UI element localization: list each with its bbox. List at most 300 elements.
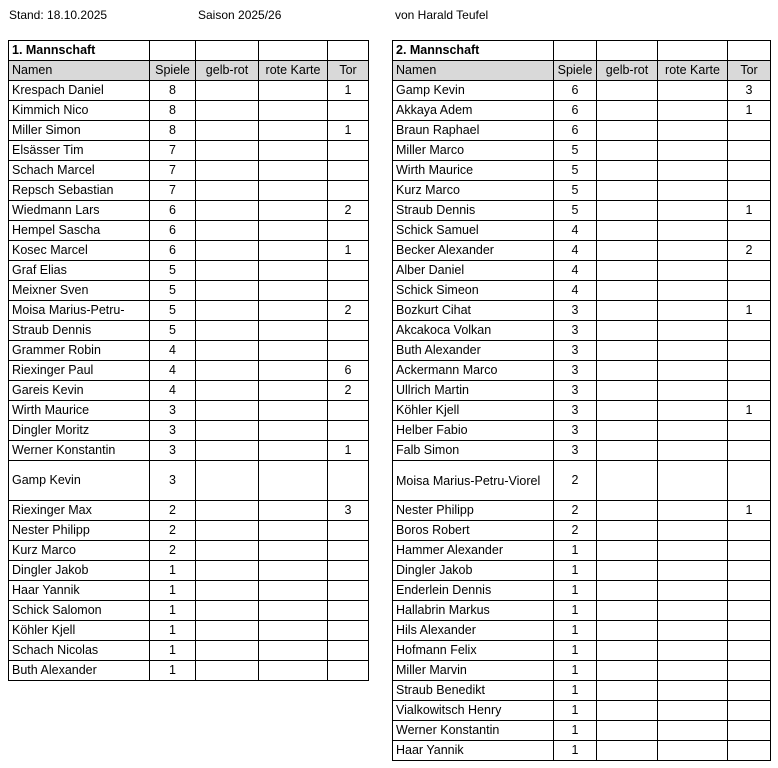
player-row bbox=[393, 541, 771, 561]
player-name: Schick Samuel bbox=[393, 221, 554, 241]
player-row bbox=[393, 341, 771, 361]
player-name: Nester Philipp bbox=[393, 501, 554, 521]
games-count: 3 bbox=[150, 461, 196, 501]
red-card-count bbox=[259, 281, 328, 301]
games-count: 3 bbox=[554, 341, 597, 361]
player-row bbox=[9, 561, 369, 581]
goals-count bbox=[728, 521, 771, 541]
player-row bbox=[9, 161, 369, 181]
games-count: 1 bbox=[554, 721, 597, 741]
goals-count bbox=[328, 161, 369, 181]
player-name: Werner Konstantin bbox=[393, 721, 554, 741]
games-count: 3 bbox=[554, 421, 597, 441]
games-count: 2 bbox=[554, 521, 597, 541]
player-row bbox=[9, 441, 369, 461]
games-count: 1 bbox=[150, 641, 196, 661]
games-count: 1 bbox=[554, 541, 597, 561]
red-card-count bbox=[658, 601, 728, 621]
goals-count bbox=[728, 261, 771, 281]
goals-count: 1 bbox=[728, 101, 771, 121]
red-card-count bbox=[259, 661, 328, 681]
red-card-count bbox=[259, 461, 328, 501]
red-card-count bbox=[658, 701, 728, 721]
red-card-count bbox=[259, 201, 328, 221]
yellow-red-count bbox=[597, 541, 658, 561]
goals-count bbox=[728, 161, 771, 181]
red-card-count bbox=[658, 201, 728, 221]
player-name: Dingler Jakob bbox=[393, 561, 554, 581]
yellow-red-count bbox=[597, 441, 658, 461]
red-card-count bbox=[658, 621, 728, 641]
games-count: 1 bbox=[554, 621, 597, 641]
player-row bbox=[393, 161, 771, 181]
goals-count bbox=[328, 601, 369, 621]
games-count: 4 bbox=[554, 241, 597, 261]
player-row bbox=[9, 261, 369, 281]
games-count: 8 bbox=[150, 81, 196, 101]
yellow-red-count bbox=[196, 341, 259, 361]
player-row bbox=[393, 421, 771, 441]
player-name: Straub Dennis bbox=[9, 321, 150, 341]
games-count: 4 bbox=[554, 281, 597, 301]
games-count: 8 bbox=[150, 101, 196, 121]
goals-count bbox=[728, 641, 771, 661]
season-label: Saison 2025/26 bbox=[198, 8, 282, 22]
red-card-count bbox=[259, 301, 328, 321]
player-name: Hammer Alexander bbox=[393, 541, 554, 561]
player-row bbox=[9, 321, 369, 341]
yellow-red-count bbox=[597, 401, 658, 421]
player-name: Kosec Marcel bbox=[9, 241, 150, 261]
player-row bbox=[393, 661, 771, 681]
red-card-count bbox=[658, 441, 728, 461]
player-name: Schach Nicolas bbox=[9, 641, 150, 661]
header-rote-karte: rote Karte bbox=[259, 61, 328, 81]
games-count: 7 bbox=[150, 141, 196, 161]
player-name: Elsässer Tim bbox=[9, 141, 150, 161]
goals-count bbox=[728, 121, 771, 141]
player-row bbox=[393, 381, 771, 401]
goals-count bbox=[728, 601, 771, 621]
games-count: 5 bbox=[554, 181, 597, 201]
player-name: Haar Yannik bbox=[9, 581, 150, 601]
yellow-red-count bbox=[597, 121, 658, 141]
goals-count bbox=[728, 221, 771, 241]
yellow-red-count bbox=[597, 461, 658, 501]
player-name: Hempel Sascha bbox=[9, 221, 150, 241]
player-name: Helber Fabio bbox=[393, 421, 554, 441]
goals-count bbox=[328, 261, 369, 281]
yellow-red-count bbox=[597, 281, 658, 301]
player-row bbox=[393, 201, 771, 221]
header-namen: Namen bbox=[393, 61, 554, 81]
player-row bbox=[9, 521, 369, 541]
red-card-count bbox=[658, 301, 728, 321]
yellow-red-count bbox=[196, 281, 259, 301]
games-count: 6 bbox=[554, 121, 597, 141]
yellow-red-count bbox=[597, 581, 658, 601]
goals-count bbox=[728, 701, 771, 721]
goals-count bbox=[328, 221, 369, 241]
games-count: 3 bbox=[554, 441, 597, 461]
goals-count bbox=[728, 381, 771, 401]
games-count: 1 bbox=[554, 641, 597, 661]
goals-count bbox=[728, 661, 771, 681]
yellow-red-count bbox=[196, 441, 259, 461]
red-card-count bbox=[658, 741, 728, 761]
goals-count bbox=[328, 621, 369, 641]
red-card-count bbox=[658, 561, 728, 581]
header-spiele: Spiele bbox=[150, 61, 196, 81]
player-name: Ackermann Marco bbox=[393, 361, 554, 381]
games-count: 3 bbox=[150, 441, 196, 461]
player-row bbox=[393, 501, 771, 521]
player-name: Wirth Maurice bbox=[9, 401, 150, 421]
red-card-count bbox=[658, 541, 728, 561]
yellow-red-count bbox=[196, 261, 259, 281]
goals-count bbox=[328, 561, 369, 581]
header-spiele: Spiele bbox=[554, 61, 597, 81]
yellow-red-count bbox=[196, 661, 259, 681]
games-count: 3 bbox=[554, 381, 597, 401]
games-count: 4 bbox=[150, 341, 196, 361]
games-count: 1 bbox=[150, 561, 196, 581]
red-card-count bbox=[259, 221, 328, 241]
red-card-count bbox=[259, 261, 328, 281]
player-row bbox=[9, 661, 369, 681]
player-name: Kurz Marco bbox=[393, 181, 554, 201]
games-count: 6 bbox=[150, 221, 196, 241]
yellow-red-count bbox=[196, 121, 259, 141]
red-card-count bbox=[658, 661, 728, 681]
header-tor: Tor bbox=[728, 61, 771, 81]
goals-count bbox=[328, 521, 369, 541]
team-title-row bbox=[9, 41, 369, 61]
player-name: Repsch Sebastian bbox=[9, 181, 150, 201]
goals-count bbox=[728, 361, 771, 381]
games-count: 1 bbox=[150, 661, 196, 681]
player-name: Krespach Daniel bbox=[9, 81, 150, 101]
goals-count: 3 bbox=[328, 501, 369, 521]
red-card-count bbox=[259, 181, 328, 201]
red-card-count bbox=[259, 621, 328, 641]
yellow-red-count bbox=[597, 81, 658, 101]
goals-count bbox=[328, 101, 369, 121]
player-row bbox=[9, 81, 369, 101]
goals-count: 1 bbox=[728, 301, 771, 321]
goals-count bbox=[728, 421, 771, 441]
goals-count bbox=[728, 341, 771, 361]
games-count: 3 bbox=[150, 401, 196, 421]
goals-count bbox=[728, 721, 771, 741]
player-row bbox=[9, 101, 369, 121]
yellow-red-count bbox=[196, 421, 259, 441]
team-title: 1. Mannschaft bbox=[9, 41, 150, 61]
player-name: Moisa Marius-Petru-Viorel bbox=[393, 461, 554, 501]
goals-count bbox=[728, 461, 771, 501]
player-row bbox=[9, 421, 369, 441]
red-card-count bbox=[658, 261, 728, 281]
red-card-count bbox=[658, 181, 728, 201]
player-row bbox=[9, 361, 369, 381]
player-row bbox=[9, 461, 369, 501]
player-row bbox=[9, 541, 369, 561]
red-card-count bbox=[259, 161, 328, 181]
header-rote-karte: rote Karte bbox=[658, 61, 728, 81]
player-name: Hofmann Felix bbox=[393, 641, 554, 661]
red-card-count bbox=[259, 581, 328, 601]
yellow-red-count bbox=[597, 641, 658, 661]
red-card-count bbox=[259, 241, 328, 261]
team-title-row bbox=[393, 41, 771, 61]
red-card-count bbox=[259, 561, 328, 581]
player-name: Schick Salomon bbox=[9, 601, 150, 621]
yellow-red-count bbox=[597, 421, 658, 441]
player-name: Graf Elias bbox=[9, 261, 150, 281]
player-name: Schick Simeon bbox=[393, 281, 554, 301]
goals-count bbox=[328, 181, 369, 201]
red-card-count bbox=[658, 581, 728, 601]
player-row bbox=[393, 741, 771, 761]
player-name: Wiedmann Lars bbox=[9, 201, 150, 221]
player-row bbox=[9, 581, 369, 601]
yellow-red-count bbox=[597, 261, 658, 281]
player-row bbox=[393, 281, 771, 301]
player-row bbox=[393, 261, 771, 281]
goals-count: 1 bbox=[728, 201, 771, 221]
games-count: 3 bbox=[150, 421, 196, 441]
games-count: 3 bbox=[554, 301, 597, 321]
red-card-count bbox=[259, 81, 328, 101]
goals-count bbox=[728, 441, 771, 461]
red-card-count bbox=[259, 121, 328, 141]
yellow-red-count bbox=[196, 321, 259, 341]
player-name: Moisa Marius-Petru- bbox=[9, 301, 150, 321]
goals-count bbox=[728, 181, 771, 201]
red-card-count bbox=[658, 681, 728, 701]
yellow-red-count bbox=[196, 141, 259, 161]
yellow-red-count bbox=[597, 721, 658, 741]
red-card-count bbox=[259, 361, 328, 381]
yellow-red-count bbox=[597, 521, 658, 541]
player-row bbox=[393, 461, 771, 501]
games-count: 4 bbox=[150, 381, 196, 401]
player-row bbox=[393, 601, 771, 621]
games-count: 7 bbox=[150, 161, 196, 181]
games-count: 1 bbox=[554, 741, 597, 761]
red-card-count bbox=[658, 381, 728, 401]
red-card-count bbox=[658, 401, 728, 421]
player-row bbox=[9, 641, 369, 661]
games-count: 7 bbox=[150, 181, 196, 201]
yellow-red-count bbox=[597, 701, 658, 721]
goals-count: 2 bbox=[728, 241, 771, 261]
column-header-row bbox=[9, 61, 369, 81]
games-count: 3 bbox=[554, 401, 597, 421]
player-name: Ullrich Martin bbox=[393, 381, 554, 401]
yellow-red-count bbox=[196, 241, 259, 261]
games-count: 4 bbox=[150, 361, 196, 381]
player-row bbox=[393, 721, 771, 741]
yellow-red-count bbox=[597, 101, 658, 121]
player-name: Becker Alexander bbox=[393, 241, 554, 261]
player-name: Köhler Kjell bbox=[393, 401, 554, 421]
player-row bbox=[9, 141, 369, 161]
games-count: 4 bbox=[554, 261, 597, 281]
yellow-red-count bbox=[196, 401, 259, 421]
goals-count bbox=[328, 461, 369, 501]
red-card-count bbox=[259, 601, 328, 621]
games-count: 1 bbox=[554, 561, 597, 581]
goals-count: 1 bbox=[328, 241, 369, 261]
goals-count: 2 bbox=[328, 381, 369, 401]
yellow-red-count bbox=[196, 101, 259, 121]
goals-count: 1 bbox=[728, 501, 771, 521]
player-name: Gamp Kevin bbox=[393, 81, 554, 101]
games-count: 2 bbox=[150, 501, 196, 521]
goals-count bbox=[728, 581, 771, 601]
player-name: Grammer Robin bbox=[9, 341, 150, 361]
yellow-red-count bbox=[196, 601, 259, 621]
header-namen: Namen bbox=[9, 61, 150, 81]
goals-count bbox=[728, 681, 771, 701]
goals-count: 1 bbox=[728, 401, 771, 421]
player-name: Werner Konstantin bbox=[9, 441, 150, 461]
goals-count bbox=[328, 641, 369, 661]
player-name: Miller Marvin bbox=[393, 661, 554, 681]
red-card-count bbox=[658, 141, 728, 161]
yellow-red-count bbox=[196, 621, 259, 641]
goals-count: 2 bbox=[328, 301, 369, 321]
yellow-red-count bbox=[597, 181, 658, 201]
player-row bbox=[393, 621, 771, 641]
player-row bbox=[393, 521, 771, 541]
player-name: Buth Alexander bbox=[9, 661, 150, 681]
red-card-count bbox=[658, 501, 728, 521]
red-card-count bbox=[259, 421, 328, 441]
player-row bbox=[9, 241, 369, 261]
yellow-red-count bbox=[597, 561, 658, 581]
stand-date: Stand: 18.10.2025 bbox=[9, 8, 108, 22]
red-card-count bbox=[259, 641, 328, 661]
games-count: 6 bbox=[150, 201, 196, 221]
yellow-red-count bbox=[196, 581, 259, 601]
player-name: Dingler Jakob bbox=[9, 561, 150, 581]
header-gelb-rot: gelb-rot bbox=[597, 61, 658, 81]
games-count: 1 bbox=[554, 701, 597, 721]
player-row bbox=[393, 121, 771, 141]
player-row bbox=[9, 301, 369, 321]
games-count: 1 bbox=[554, 581, 597, 601]
header-gelb-rot: gelb-rot bbox=[196, 61, 259, 81]
player-row bbox=[393, 181, 771, 201]
player-name: Haar Yannik bbox=[393, 741, 554, 761]
player-name: Falb Simon bbox=[393, 441, 554, 461]
team-title: 2. Mannschaft bbox=[393, 41, 554, 61]
yellow-red-count bbox=[597, 501, 658, 521]
yellow-red-count bbox=[196, 501, 259, 521]
red-card-count bbox=[658, 721, 728, 741]
yellow-red-count bbox=[597, 321, 658, 341]
red-card-count bbox=[658, 641, 728, 661]
games-count: 6 bbox=[554, 101, 597, 121]
player-name: Wirth Maurice bbox=[393, 161, 554, 181]
player-name: Boros Robert bbox=[393, 521, 554, 541]
player-row bbox=[9, 501, 369, 521]
yellow-red-count bbox=[196, 161, 259, 181]
goals-count bbox=[728, 541, 771, 561]
player-name: Bozkurt Cihat bbox=[393, 301, 554, 321]
red-card-count bbox=[658, 221, 728, 241]
yellow-red-count bbox=[597, 621, 658, 641]
player-name: Hallabrin Markus bbox=[393, 601, 554, 621]
yellow-red-count bbox=[597, 201, 658, 221]
games-count: 3 bbox=[554, 361, 597, 381]
red-card-count bbox=[259, 521, 328, 541]
player-row bbox=[9, 201, 369, 221]
red-card-count bbox=[658, 361, 728, 381]
red-card-count bbox=[259, 441, 328, 461]
yellow-red-count bbox=[597, 241, 658, 261]
player-row bbox=[393, 641, 771, 661]
player-row bbox=[393, 681, 771, 701]
goals-count bbox=[328, 401, 369, 421]
goals-count bbox=[328, 281, 369, 301]
player-name: Riexinger Max bbox=[9, 501, 150, 521]
yellow-red-count bbox=[597, 221, 658, 241]
red-card-count bbox=[259, 341, 328, 361]
player-row bbox=[393, 581, 771, 601]
games-count: 3 bbox=[554, 321, 597, 341]
yellow-red-count bbox=[196, 201, 259, 221]
player-name: Dingler Moritz bbox=[9, 421, 150, 441]
player-name: Straub Benedikt bbox=[393, 681, 554, 701]
goals-count bbox=[728, 621, 771, 641]
player-name: Straub Dennis bbox=[393, 201, 554, 221]
player-name: Akcakoca Volkan bbox=[393, 321, 554, 341]
goals-count bbox=[328, 141, 369, 161]
yellow-red-count bbox=[597, 301, 658, 321]
goals-count bbox=[328, 541, 369, 561]
player-name: Schach Marcel bbox=[9, 161, 150, 181]
red-card-count bbox=[658, 241, 728, 261]
player-row bbox=[393, 561, 771, 581]
yellow-red-count bbox=[597, 741, 658, 761]
player-name: Miller Marco bbox=[393, 141, 554, 161]
goals-count: 1 bbox=[328, 121, 369, 141]
games-count: 2 bbox=[554, 501, 597, 521]
player-row bbox=[393, 141, 771, 161]
column-header-row bbox=[393, 61, 771, 81]
yellow-red-count bbox=[196, 381, 259, 401]
red-card-count bbox=[259, 321, 328, 341]
games-count: 5 bbox=[554, 201, 597, 221]
player-name: Meixner Sven bbox=[9, 281, 150, 301]
player-name: Braun Raphael bbox=[393, 121, 554, 141]
goals-count bbox=[728, 141, 771, 161]
red-card-count bbox=[259, 501, 328, 521]
games-count: 6 bbox=[554, 81, 597, 101]
yellow-red-count bbox=[196, 461, 259, 501]
red-card-count bbox=[658, 101, 728, 121]
player-name: Vialkowitsch Henry bbox=[393, 701, 554, 721]
player-row bbox=[393, 101, 771, 121]
player-name: Gamp Kevin bbox=[9, 461, 150, 501]
goals-count: 3 bbox=[728, 81, 771, 101]
yellow-red-count bbox=[597, 141, 658, 161]
goals-count: 1 bbox=[328, 441, 369, 461]
games-count: 6 bbox=[150, 241, 196, 261]
